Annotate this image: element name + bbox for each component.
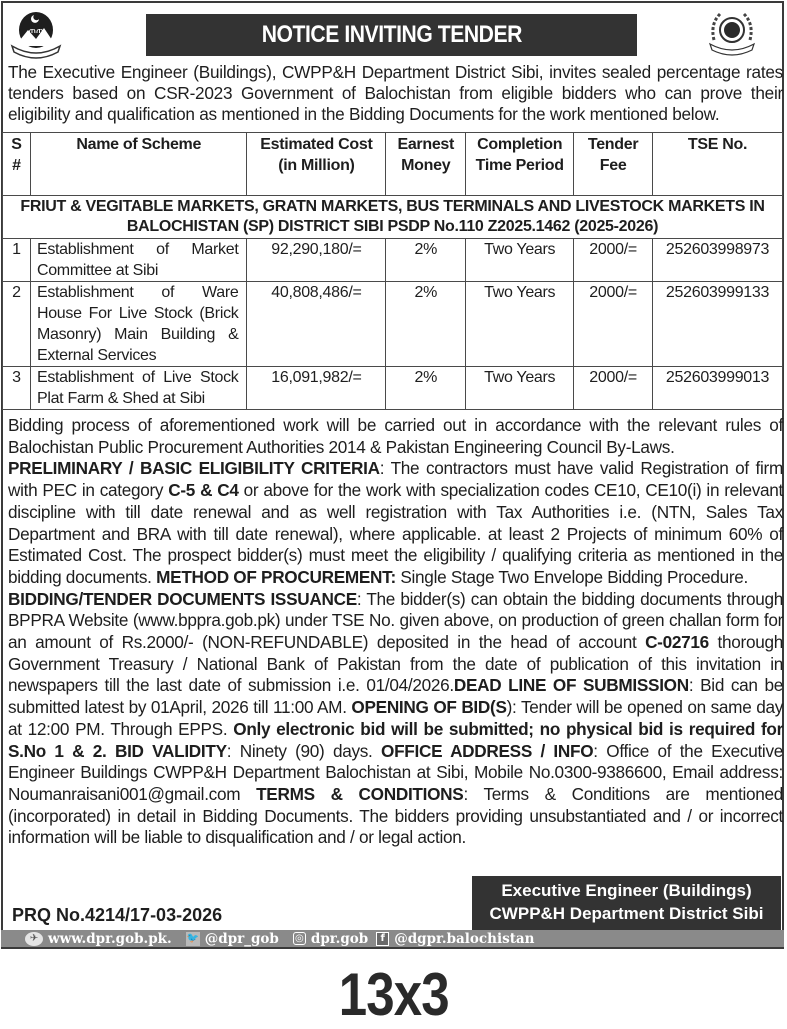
dgpr-emblem-icon [704, 6, 760, 60]
svg-text:ጠጠ: ጠጠ [28, 26, 44, 36]
group-title: FRIUT & VEGITABLE MARKETS, GRATN MARKETS, BUS TERMINALS AND LIVESTOCK MARKETS IN BALOCHISTAN (SP) DISTRICT SIBI PSDP No.110 Z2025.1462 (2025-2026) [3, 196, 783, 239]
procurement-rules-paragraph: Bidding process of aforementioned work will be carried out in accordance with the relevant rules of Balochistan Public Procurement Authorities 2014 & Pakistan Engineering Council By-Laws. [8, 415, 783, 457]
row-scheme-name: Establishment of Market Committee at Sibi [30, 239, 247, 282]
intro-paragraph: The Executive Engineer (Buildings), CWPP&H Department District Sibi, invites sealed percentage rates tenders based on CSR-2023 Government of Balochistan from eligible bidders who can prove their eligibility and qualification as mentioned in the Bidding Documents for the work mentioned below. [8, 62, 783, 124]
electronic-bid-note: Only electronic bid will be submitted; no physical bid is required for S.No 1 & 2. [8, 718, 783, 761]
row-tse: 252603999013 [653, 367, 783, 410]
signature-title: Executive Engineer (Buildings) [501, 881, 752, 900]
row-sno: 3 [3, 367, 31, 410]
col-header-sno: S # [3, 133, 31, 196]
row-fee: 2000/= [574, 239, 653, 282]
eligibility-paragraph: PRELIMINARY / BASIC ELIGIBILITY CRITERIA: The contractors must have valid Registration of firm with PEC in category C-5 & C4 or above for the work with specialization codes CE10, CE10(i) in relevant discipline with till date renewal and as well registration with Tax Authorities i.e. (NTN, Sales Tax Department and BRA with till date renewal), where applicable. at least 2 Projects of minimum 60% of Estimated Cost. The prospect bidder(s) must meet the eligibility / qualifying criteria as mentioned in the bidding documents. METHOD OF PROCUREMENT: Single Stage Two Envelope Bidding Procedure. [8, 458, 783, 587]
signature-block [472, 876, 781, 931]
col-header-earnest: Earnest Money [386, 133, 466, 196]
table-row [3, 239, 783, 282]
balochistan-emblem-icon [8, 6, 64, 60]
row-cost: 92,290,180/= [247, 239, 386, 282]
office-label: OFFICE ADDRESS / INFO [381, 740, 594, 761]
row-cost: 40,808,486/= [247, 282, 386, 367]
col-header-name: Name of Scheme [30, 133, 247, 196]
row-tse: 252603999133 [653, 282, 783, 367]
row-earnest: 2% [386, 367, 466, 410]
opening-label: OPENING OF BID(S [351, 697, 507, 718]
validity-label: BID VALIDITY [106, 740, 227, 761]
row-completion: Two Years [466, 239, 574, 282]
footer-social-bar [1, 930, 784, 949]
table-header-row [3, 133, 783, 196]
row-cost: 16,091,982/= [247, 367, 386, 410]
table-row [3, 282, 783, 367]
row-tse: 252603998973 [653, 239, 783, 282]
row-earnest: 2% [386, 282, 466, 367]
row-earnest: 2% [386, 239, 466, 282]
row-sno: 2 [3, 282, 31, 367]
issuance-label: BIDDING/TENDER DOCUMENTS ISSUANCE [8, 588, 357, 609]
footer-facebook[interactable]: f @dgpr.balochistan [376, 931, 534, 947]
row-completion: Two Years [466, 282, 574, 367]
signature-department: CWPP&H Department District Sibi [489, 904, 764, 923]
col-header-cost: Estimated Cost (in Million) [247, 133, 386, 196]
account-head: C-02716 [645, 632, 709, 653]
instagram-icon: ◎ [293, 932, 306, 945]
notice-title: NOTICE INVITING TENDER [146, 14, 637, 56]
terms-label: TERMS & CONDITIONS [256, 783, 464, 804]
twitter-icon: 🐦 [186, 933, 199, 944]
row-completion: Two Years [466, 367, 574, 410]
issuance-paragraph: BIDDING/TENDER DOCUMENTS ISSUANCE: The bidder(s) can obtain the bidding documents through BPPRA Website (www.bppra.gob.pk) under TSE No. given above, on production of green challan form for an amount of Rs.2000/- (NON-REFUNDABLE) deposited in the head of account C-02716 thorough Government Treasury / National Bank of Pakistan from the date of publication of this invitation in newspapers till the last date of submission i.e. 01/04/2026.DEAD LINE OF SUBMISSION: Bid can be submitted latest by 01April, 2026 till 11:00 AM. OPENING OF BID(S): Tender will be opened on same day at 12:00 PM. Through EPPS. Only electronic bid will be submitted; no physical bid is required for S.No 1 & 2. BID VALIDITY: Ninety (90) days. OFFICE ADDRESS / INFO: Office of the Executive Engineer Buildings CWPP&H Department Balochistan at Sibi, Mobile No.0300-9386600, Email address: Noumanraisani001@gmail.com TERMS & CONDITIONS: Terms & Conditions are mentioned (incorporated) in detail in Bidding Documents. The bidders providing unsubstantiated and / or incorrect information will be liable to disqualification and / or legal action. [8, 588, 784, 848]
col-header-tse: TSE No. [653, 133, 783, 196]
footer-twitter[interactable]: 🐦 @dpr_gob [186, 930, 279, 947]
table-row [3, 367, 783, 410]
ad-size-label: 13x3 [338, 961, 449, 1028]
deadline-label: DEAD LINE OF SUBMISSION [453, 675, 689, 696]
row-sno: 1 [3, 239, 31, 282]
row-scheme-name: Establishment of Ware House For Live Stock (Brick Masonry) Main Building & External Services [30, 282, 247, 367]
footer-website[interactable]: ✈ www.dpr.gob.pk. [25, 931, 172, 947]
row-fee: 2000/= [574, 282, 653, 367]
prq-number: PRQ No.4214/17-03-2026 [12, 905, 223, 925]
terms-body [8, 415, 783, 849]
row-fee: 2000/= [574, 367, 653, 410]
col-header-fee: Tender Fee [574, 133, 653, 196]
method-label: METHOD OF PROCUREMENT: [156, 566, 396, 587]
footer-instagram[interactable]: ◎ dpr.gob [293, 931, 368, 947]
facebook-icon: f [376, 932, 389, 946]
tender-table [2, 132, 783, 410]
globe-icon: ✈ [25, 932, 43, 946]
row-scheme-name: Establishment of Live Stock Plat Farm & Shed at Sibi [30, 367, 247, 410]
eligibility-label: PRELIMINARY / BASIC ELIGIBILITY CRITERIA [8, 458, 380, 479]
col-header-completion: Completion Time Period [466, 133, 574, 196]
pec-category: C-5 & C4 [168, 480, 239, 501]
group-title-row [3, 196, 783, 239]
